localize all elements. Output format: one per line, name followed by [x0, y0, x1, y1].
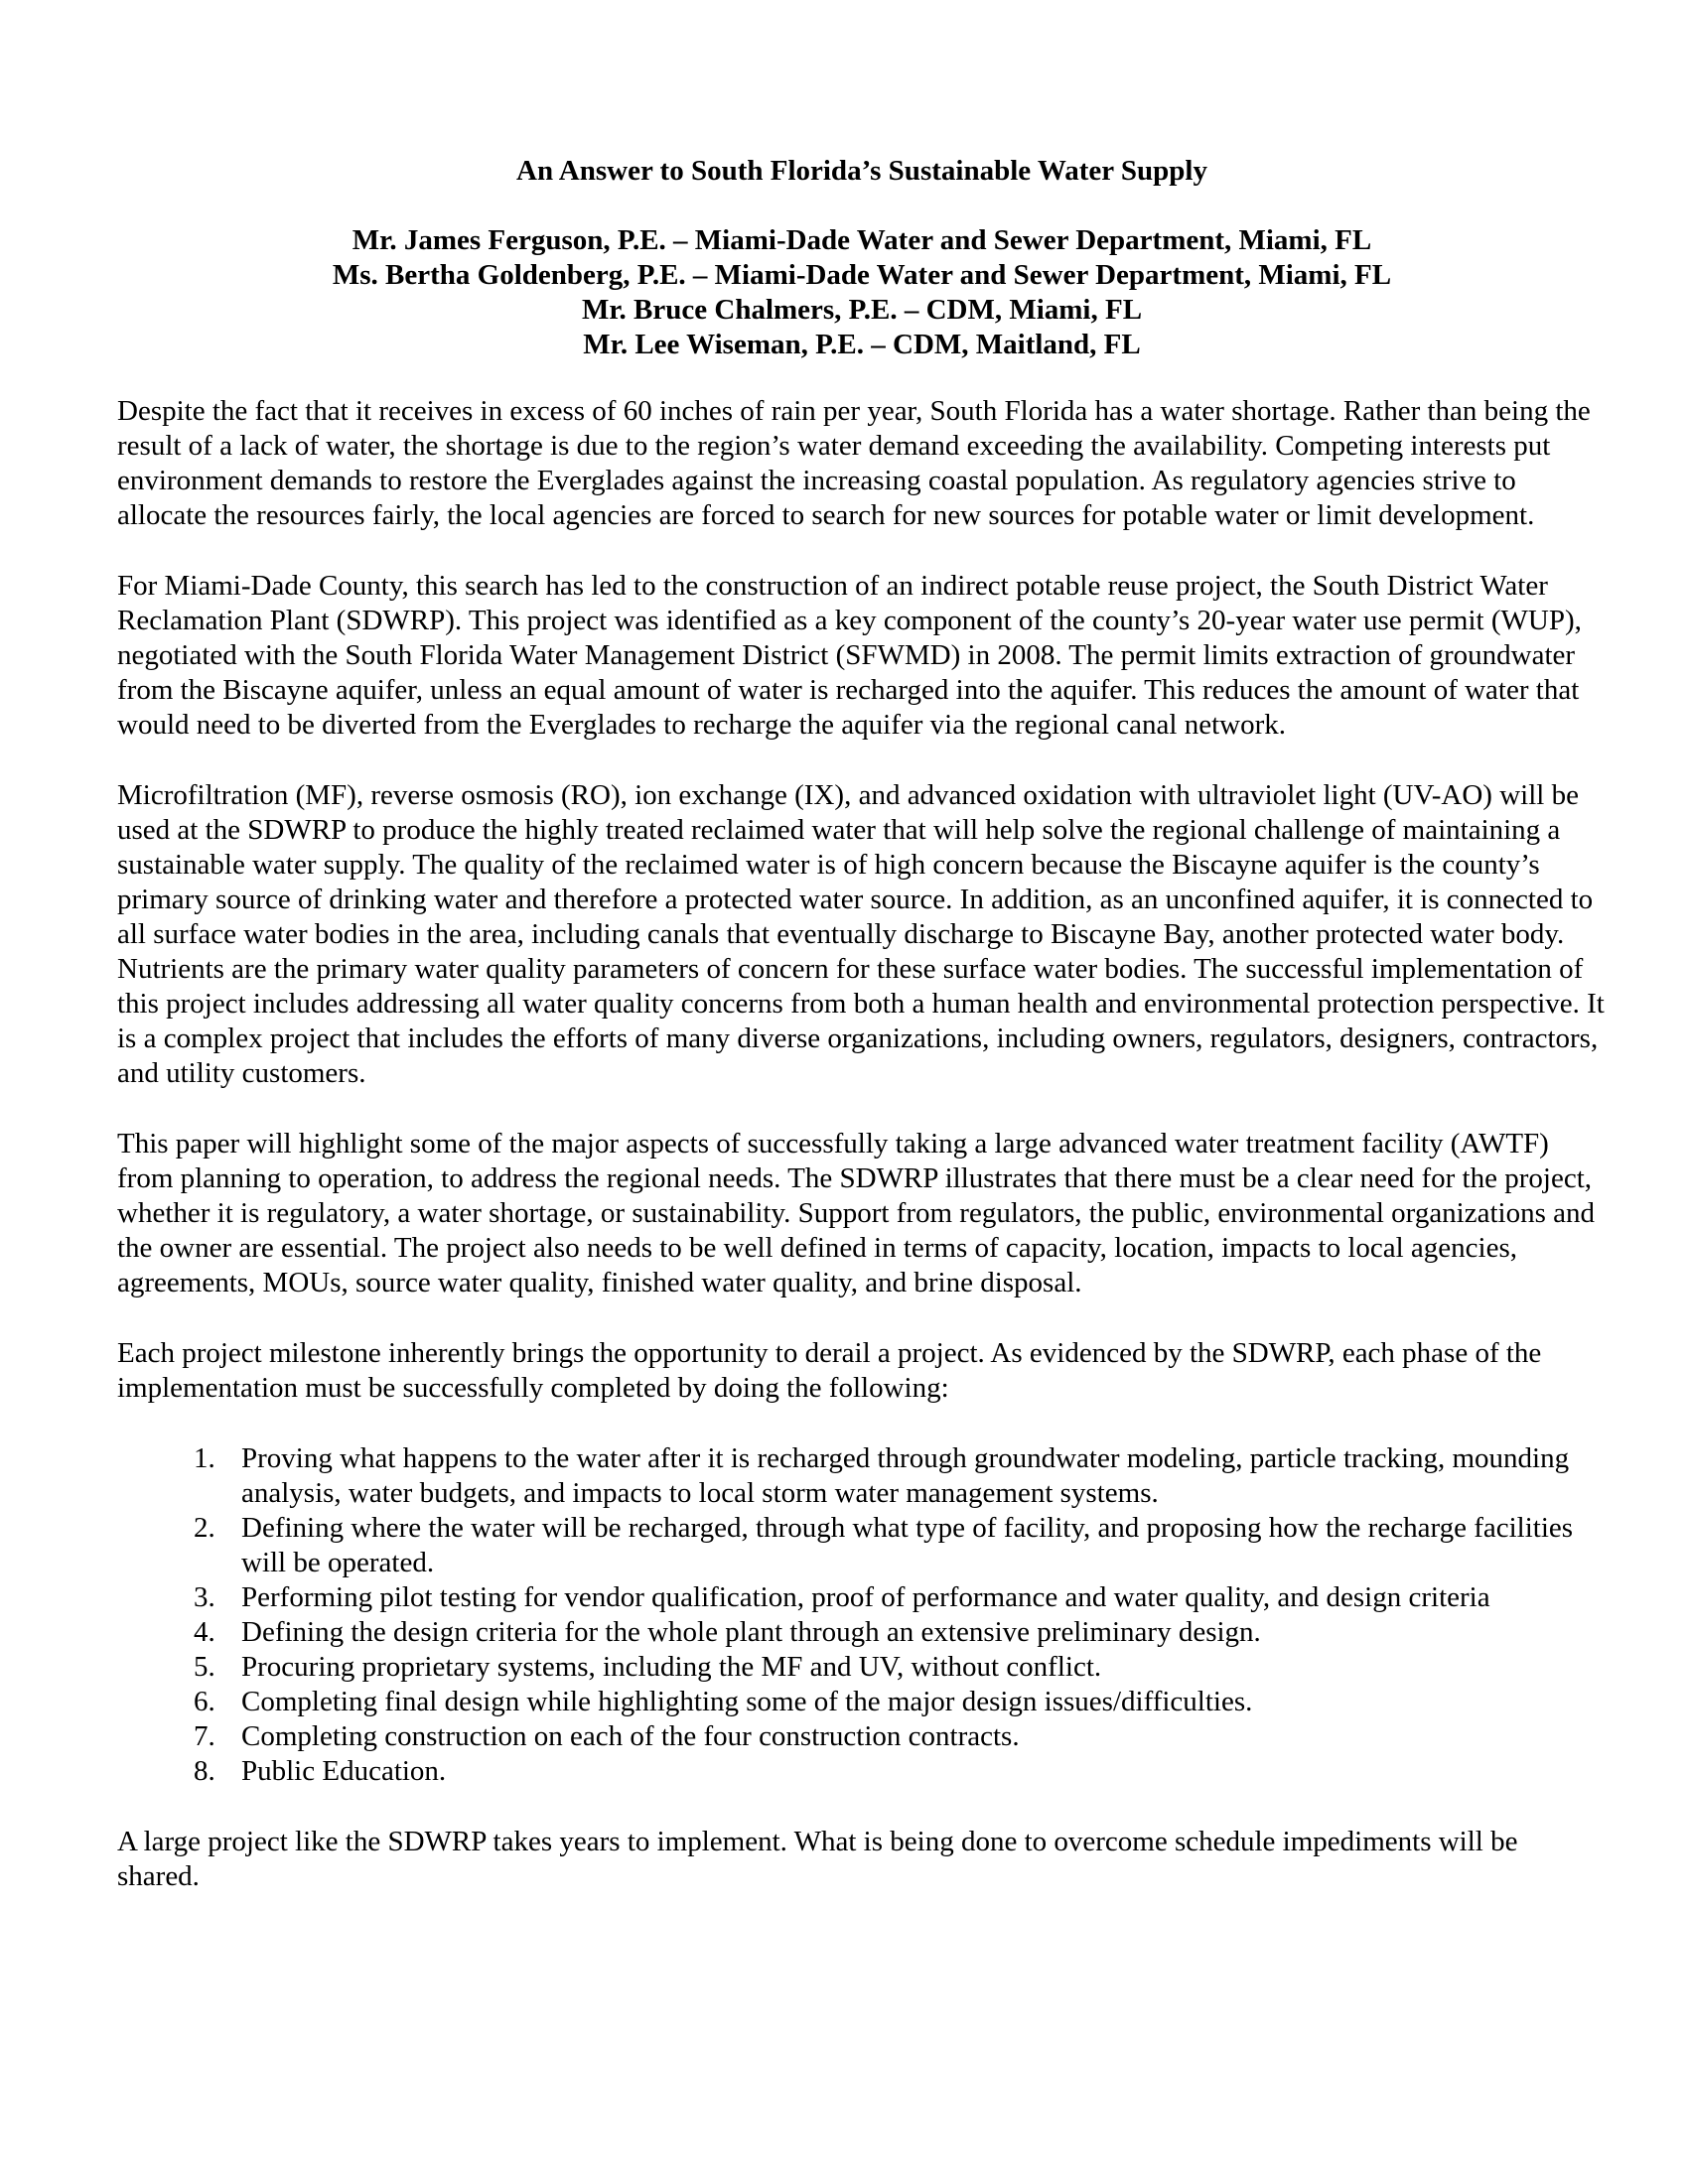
numbered-list: [117, 1441, 1607, 1789]
author-line: Mr. James Ferguson, P.E. – Miami-Dade Water and Sewer Department, Miami, FL: [352, 224, 1372, 256]
list-intro-paragraph: Each project milestone inherently brings the opportunity to derail a project. As evidenced by the SDWRP, each phase of the implementation must be successfully completed by doing the following:: [117, 1337, 1542, 1404]
list-item-text: Performing pilot testing for vendor qualification, proof of performance and water quality, and design criteria: [241, 1581, 1490, 1613]
body-paragraph: Despite the fact that it receives in excess of 60 inches of rain per year, South Florida has a water shortage. Rather than being the result of a lack of water, the shortage is due to the region’s water demand exceeding the availability. Competing interests put environment demands to restore the Everglades against the increasing coastal population. As regulatory agencies strive to allocate the resources fairly, the local agencies are forced to search for new sources for potable water or limit development.: [117, 395, 1591, 531]
list-item-number: 1.: [194, 1442, 215, 1474]
list-item-text: Completing final design while highlighting some of the major design issues/difficulties.: [241, 1686, 1253, 1717]
body-paragraph: Microfiltration (MF), reverse osmosis (RO), ion exchange (IX), and advanced oxidation with ultraviolet light (UV-AO) will be used at the SDWRP to produce the highly treated reclaimed water that will help solve the regional challenge of maintaining a sustainable water supply. The quality of the reclaimed water is of high concern because the Biscayne aquifer is the county’s primary source of drinking water and therefore a protected water source. In addition, as an unconfined aquifer, it is connected to all surface water bodies in the area, including canals that eventually discharge to Biscayne Bay, another protected water body. Nutrients are the primary water quality parameters of concern for these surface water bodies. The successful implementation of this project includes addressing all water quality concerns from both a human health and environmental protection perspective. It is a complex project that includes the efforts of many diverse organizations, including owners, regulators, designers, contractors, and utility customers.: [117, 779, 1605, 1089]
list-item: [117, 1511, 1607, 1580]
list-item-text: Procuring proprietary systems, including the MF and UV, without conflict.: [241, 1651, 1102, 1683]
list-item-text: Defining where the water will be recharged, through what type of facility, and proposing how the recharge facilities will be operated.: [241, 1512, 1574, 1578]
body-paragraph: This paper will highlight some of the major aspects of successfully taking a large advanced water treatment facility (AWTF) from planning to operation, to address the regional needs. The SDWRP illustrates that there must be a clear need for the project, whether it is regulatory, a water shortage, or sustainability. Support from regulators, the public, environmental organizations and the owner are essential. The project also needs to be well defined in terms of capacity, location, impacts to local agencies, agreements, MOUs, source water quality, finished water quality, and brine disposal.: [117, 1128, 1596, 1298]
list-item: [117, 1650, 1607, 1685]
list-item-text: Proving what happens to the water after it is recharged through groundwater modeling, particle tracking, mounding analysis, water budgets, and impacts to local storm water management systems.: [241, 1442, 1570, 1509]
author-line: Mr. Bruce Chalmers, P.E. – CDM, Miami, FL: [581, 294, 1143, 326]
list-item-number: 5.: [194, 1651, 215, 1683]
list-item-number: 7.: [194, 1720, 215, 1752]
list-item: [117, 1685, 1607, 1719]
list-item: [117, 1441, 1607, 1511]
list-item-text: Defining the design criteria for the whole plant through an extensive preliminary design.: [241, 1616, 1261, 1648]
list-item-number: 4.: [194, 1616, 215, 1648]
author-line: Mr. Lee Wiseman, P.E. – CDM, Maitland, FL: [583, 329, 1141, 360]
list-item-number: 2.: [194, 1512, 215, 1544]
list-item-text: Public Education.: [241, 1755, 447, 1787]
list-item: [117, 1580, 1607, 1615]
list-item-text: Completing construction on each of the four construction contracts.: [241, 1720, 1020, 1752]
list-item: [117, 1754, 1607, 1789]
body-paragraph: For Miami-Dade County, this search has led to the construction of an indirect potable reuse project, the South District Water Reclamation Plant (SDWRP). This project was identified as a key component of the county’s 20-year water use permit (WUP), negotiated with the South Florida Water Management District (SFWMD) in 2008. The permit limits extraction of groundwater from the Biscayne aquifer, unless an equal amount of water is recharged into the aquifer. This reduces the amount of water that would need to be diverted from the Everglades to recharge the aquifer via the regional canal network.: [117, 570, 1582, 741]
author-block: [117, 223, 1607, 362]
closing-paragraph: A large project like the SDWRP takes years to implement. What is being done to overcome schedule impediments will be shared.: [117, 1826, 1518, 1892]
list-item-number: 6.: [194, 1686, 215, 1717]
author-line: Ms. Bertha Goldenberg, P.E. – Miami-Dade Water and Sewer Department, Miami, FL: [332, 259, 1392, 291]
list-item: [117, 1719, 1607, 1754]
list-item: [117, 1615, 1607, 1650]
paper-title: An Answer to South Florida’s Sustainable Water Supply: [516, 155, 1207, 187]
list-item-number: 3.: [194, 1581, 215, 1613]
list-item-number: 8.: [194, 1755, 215, 1787]
